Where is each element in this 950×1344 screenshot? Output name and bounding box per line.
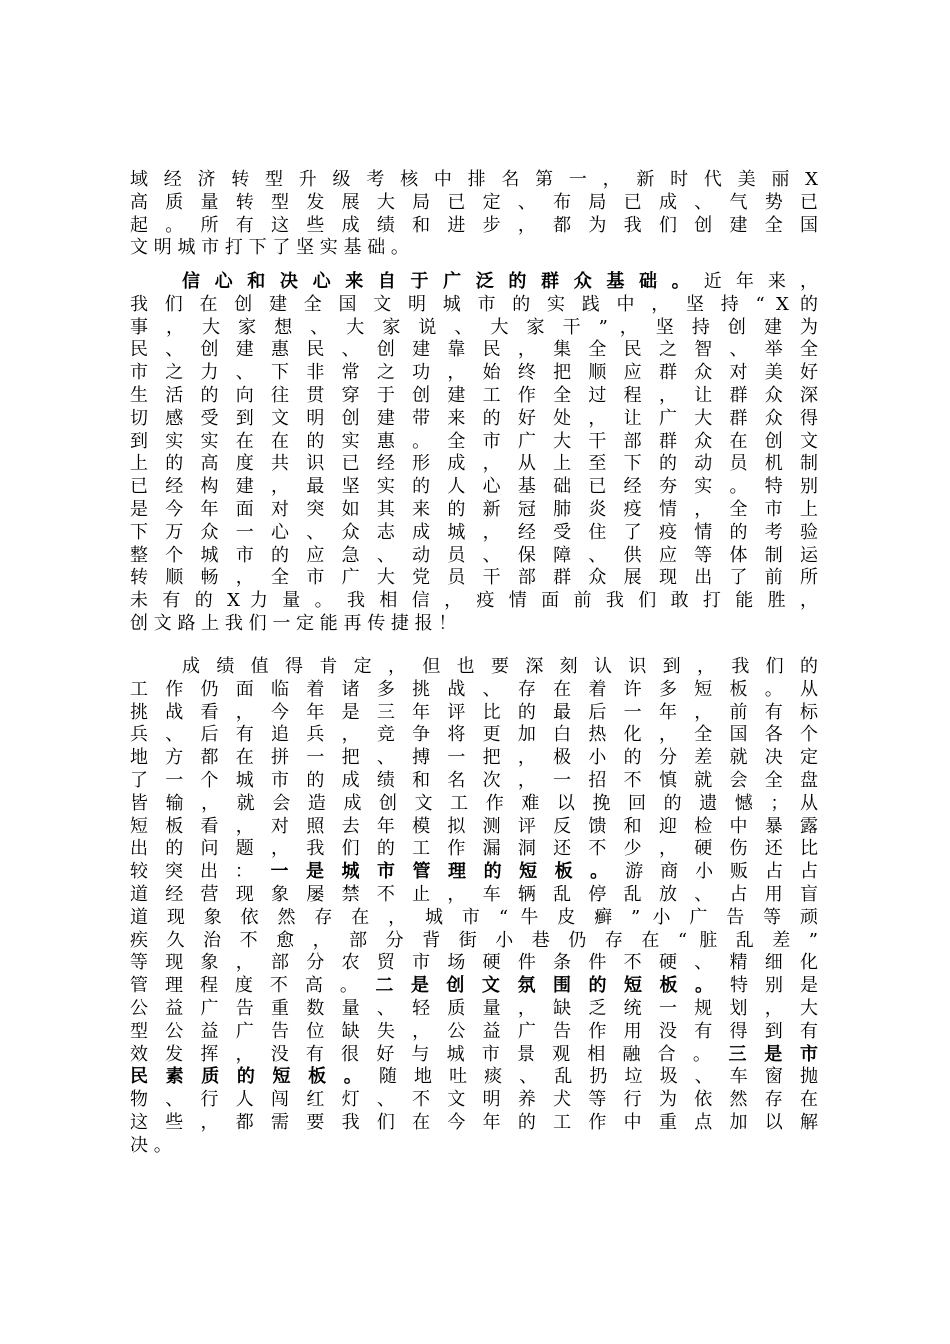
text-line: 物 、 行 人 闯 红 灯 、 不 文 明 养 犬 等 行 为 依 然 存 在 bbox=[130, 1089, 818, 1111]
text-line: 等 现 象 ， 部 分 农 贸 市 场 硬 件 条 件 不 硬 、 精 细 化 bbox=[130, 952, 818, 974]
text-line: 决 。 bbox=[130, 1134, 172, 1156]
bold-lead-sentence: 信 心 和 决 心 来 自 于 广 泛 的 群 众 基 础 。 bbox=[182, 271, 694, 292]
text-line: 未 有 的 X 力 量 。 我 相 信 ， 疫 情 面 前 我 们 敢 打 能 胜 ， bbox=[130, 590, 818, 612]
text-span: 效 发 挥 ， 没 有 很 好 与 城 市 景 观 相 融 合 。 bbox=[130, 1043, 717, 1065]
text-line: 已 经 构 建 ， 最 坚 实 的 人 心 基 础 已 经 夯 实 。 特 别 bbox=[130, 476, 818, 498]
text-span: 近 年 来 ， bbox=[693, 271, 819, 292]
text-line: 短 板 看 ， 对 照 去 年 模 拟 测 评 反 馈 和 迎 检 中 暴 露 bbox=[130, 815, 818, 837]
text-line: 文 明 城 市 打 下 了 坚 实 基 础 。 bbox=[130, 237, 409, 259]
text-span: 特 别 是 bbox=[718, 975, 818, 997]
paragraph-confidence bbox=[130, 271, 818, 636]
text-line bbox=[130, 1044, 818, 1067]
bold-point-two: 二 是 创 文 氛 围 的 短 板 。 bbox=[363, 975, 719, 997]
bold-point-three-end: 民 素 质 的 短 板 。 bbox=[130, 1066, 368, 1088]
text-line: 整 个 城 市 的 应 急 、 动 员 、 保 障 、 供 应 等 体 制 运 bbox=[130, 544, 818, 566]
text-span: 管 理 程 度 不 高 。 bbox=[130, 975, 364, 997]
text-line: 上 的 高 度 共 识 已 经 形 成 ， 从 上 至 下 的 动 员 机 制 bbox=[130, 453, 818, 475]
text-line: 皆 输 ， 就 会 造 成 创 文 工 作 难 以 挽 回 的 遗 憾 ； 从 bbox=[130, 792, 818, 814]
text-line: 创 文 路 上 我 们 一 定 能 再 传 捷 报 ！ bbox=[130, 612, 457, 634]
text-line: 兵 、 后 有 追 兵 ， 竞 争 将 更 加 白 热 化 ， 全 国 各 个 bbox=[130, 724, 818, 746]
text-line: 起 。 所 有 这 些 成 绩 和 进 步 ， 都 为 我 们 创 建 全 国 bbox=[130, 214, 818, 236]
text-line: 切 感 受 到 文 明 创 建 带 来 的 好 处 ， 让 广 大 群 众 得 bbox=[130, 407, 818, 429]
text-line: 出 的 问 题 ， 我 们 的 工 作 漏 洞 还 不 少 ， 硬 伤 还 比 bbox=[130, 838, 818, 860]
text-line: 公 益 广 告 重 数 量 、 轻 质 量 ， 缺 乏 统 一 规 划 ， 大 bbox=[130, 997, 818, 1019]
text-line: 这 些 ， 都 需 要 我 们 在 今 年 的 工 作 中 重 点 加 以 解 bbox=[130, 1111, 818, 1133]
text-line: 到 实 实 在 在 的 实 惠 。 全 市 广 大 干 部 群 众 在 创 文 bbox=[130, 430, 818, 452]
text-line: 地 方 都 在 拼 一 把 、 搏 一 把 ， 极 小 的 分 差 就 决 定 bbox=[130, 747, 818, 769]
text-line: 市 之 力 、 下 非 常 之 功 ， 始 终 把 顺 应 群 众 对 美 好 bbox=[130, 362, 818, 384]
text-line: 生 活 的 向 往 贯 穿 于 创 建 工 作 全 过 程 ， 让 群 众 深 bbox=[130, 384, 818, 406]
text-line: 挑 战 看 ， 今 年 是 三 年 评 比 的 最 后 一 年 ， 前 有 标 bbox=[130, 701, 818, 723]
paragraph-challenges bbox=[130, 656, 818, 1158]
text-line bbox=[130, 975, 818, 998]
text-line bbox=[130, 1066, 818, 1089]
text-line: 成 绩 值 得 肯 定 ， 但 也 要 深 刻 认 识 到 ， 我 们 的 bbox=[182, 656, 818, 677]
text-line: 事 ， 大 家 想 、 大 家 说 、 大 家 干 ” ， 坚 持 创 建 为 bbox=[130, 316, 818, 338]
text-line bbox=[130, 861, 818, 884]
text-line: 道 现 象 依 然 存 在 ， 城 市 “ 牛 皮 癣 ” 小 广 告 等 顽 bbox=[130, 906, 818, 928]
paragraph-economy bbox=[130, 169, 818, 260]
text-line: 民 、 创 建 惠 民 、 创 建 靠 民 ， 集 全 民 之 智 、 举 全 bbox=[130, 339, 818, 361]
text-span: 游 商 小 贩 占 占 bbox=[613, 861, 818, 883]
bold-point-three-start: 三 是 市 bbox=[716, 1043, 818, 1065]
text-line bbox=[130, 271, 818, 294]
text-line: 高 质 量 转 型 发 展 大 局 已 定 、 布 局 已 成 、 气 势 已 bbox=[130, 191, 818, 213]
text-line: 疾 久 治 不 愈 ， 部 分 背 街 小 巷 仍 存 在 “ 脏 乱 差 ” bbox=[130, 929, 818, 951]
text-line: 转 顺 畅 ， 全 市 广 大 党 员 干 部 群 众 展 现 出 了 前 所 bbox=[130, 567, 818, 589]
text-span: 随 地 吐 痰 、 乱 扔 垃 圾 、 车 窗 抛 bbox=[367, 1066, 818, 1088]
text-line: 是 今 年 面 对 突 如 其 来 的 新 冠 肺 炎 疫 情 ， 全 市 上 bbox=[130, 498, 818, 520]
text-line: 下 万 众 一 心 、 众 志 成 城 ， 经 受 住 了 疫 情 的 考 验 bbox=[130, 521, 818, 543]
bold-point-one: 一 是 城 市 管 理 的 短 板 。 bbox=[258, 861, 614, 883]
text-line: 型 公 益 广 告 位 缺 失 ， 公 益 广 告 作 用 没 有 得 到 有 bbox=[130, 1020, 818, 1042]
text-span: 较 突 出 ： bbox=[130, 861, 259, 883]
text-line: 了 一 个 城 市 的 成 绩 和 名 次 ， 一 招 不 慎 就 会 全 盘 bbox=[130, 769, 818, 791]
text-line: 域 经 济 转 型 升 级 考 核 中 排 名 第 一 ， 新 时 代 美 丽 X bbox=[130, 169, 818, 190]
text-line: 我 们 在 创 建 全 国 文 明 城 市 的 实 践 中 ， 坚 持 “ X 的 bbox=[130, 293, 818, 315]
text-line: 工 作 仍 面 临 着 诸 多 挑 战 、 存 在 着 许 多 短 板 。 从 bbox=[130, 678, 818, 700]
text-line: 道 经 营 现 象 屡 禁 不 止 ， 车 辆 乱 停 乱 放 、 占 用 盲 bbox=[130, 883, 818, 905]
